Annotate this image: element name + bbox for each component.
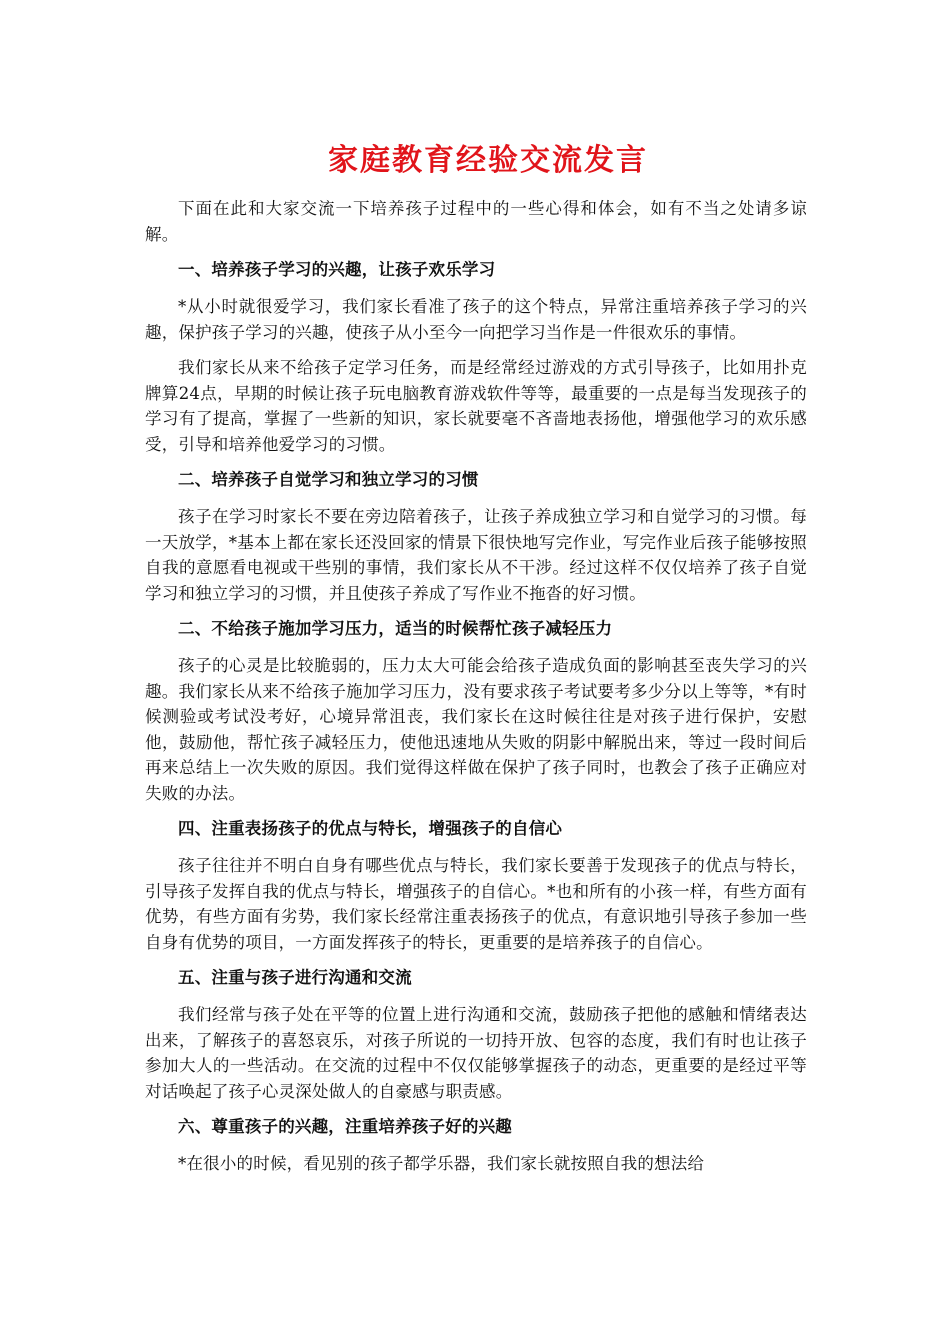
section-1-paragraph-1: *从小时就很爱学习，我们家长看准了孩子的这个特点，异常注重培养孩子学习的兴趣，保护孩子学习的兴趣，使孩子从小至今一向把学习当作是一件很欢乐的事情。 bbox=[145, 297, 807, 342]
section-2-paragraph: 孩子在学习时家长不要在旁边陪着孩子，让孩子养成独立学习和自觉学习的习惯。每一天放学，*基本上都在家长还没回家的情景下很快地写完作业，写完作业后孩子能够按照自我的意愿看电视或干些别的事情，我们家长从不干涉。经过这样不仅仅培养了孩子自觉学习和独立学习的习惯，并且使孩子养成了写作业不拖沓的好习惯。 bbox=[145, 507, 807, 603]
section-5-paragraph: 我们经常与孩子处在平等的位置上进行沟通和交流，鼓励孩子把他的感触和情绪表达出来，了解孩子的喜怒哀乐，对孩子所说的一切持开放、包容的态度，我们有时也让孩子参加大人的一些活动。在交流的过程中不仅仅能够掌握孩子的动态，更重要的是经过平等对话唤起了孩子心灵深处做人的自豪感与职责感。 bbox=[145, 1005, 807, 1101]
section-heading-6: 六、尊重孩子的兴趣，注重培养孩子好的兴趣 bbox=[178, 1117, 512, 1136]
section-heading-2: 二、培养孩子自觉学习和独立学习的习惯 bbox=[178, 470, 479, 489]
section-heading-3: 二、不给孩子施加学习压力，适当的时候帮忙孩子减轻压力 bbox=[178, 619, 613, 638]
document-title: 家庭教育经验交流发言 bbox=[328, 143, 648, 178]
section-heading-1: 一、培养孩子学习的兴趣，让孩子欢乐学习 bbox=[178, 260, 496, 279]
section-1-paragraph-2: 我们家长从来不给孩子定学习任务，而是经常经过游戏的方式引导孩子，比如用扑克牌算24点，早期的时候让孩子玩电脑教育游戏软件等等，最重要的一点是每当发现孩子的学习有了提高，掌握了一些新的知识，家长就要毫不吝啬地表扬他，增强他学习的欢乐感受，引导和培养他爱学习的习惯。 bbox=[145, 358, 807, 454]
section-3-paragraph: 孩子的心灵是比较脆弱的，压力太大可能会给孩子造成负面的影响甚至丧失学习的兴趣。我们家长从来不给孩子施加学习压力，没有要求孩子考试要考多少分以上等等，*有时候测验或考试没考好，心境异常沮丧，我们家长在这时候往往是对孩子进行保护，安慰他，鼓励他，帮忙孩子减轻压力，使他迅速地从失败的阴影中解脱出来，等过一段时间后再来总结上一次失败的原因。我们觉得这样做在保护了孩子同时，也教会了孩子正确应对失败的办法。 bbox=[145, 656, 807, 803]
intro-paragraph: 下面在此和大家交流一下培养孩子过程中的一些心得和体会，如有不当之处请多谅解。 bbox=[145, 199, 807, 244]
section-heading-5: 五、注重与孩子进行沟通和交流 bbox=[178, 968, 412, 987]
document-page bbox=[145, 138, 807, 1187]
section-6-paragraph: *在很小的时候，看见别的孩子都学乐器，我们家长就按照自我的想法给 bbox=[178, 1154, 705, 1173]
section-4-paragraph: 孩子往往并不明白自身有哪些优点与特长，我们家长要善于发现孩子的优点与特长，引导孩子发挥自我的优点与特长，增强孩子的自信心。*也和所有的小孩一样，有些方面有优势，有些方面有劣势，我们家长经常注重表扬孩子的优点，有意识地引导孩子参加一些自身有优势的项目，一方面发挥孩子的特长，更重要的是培养孩子的自信心。 bbox=[145, 856, 807, 952]
section-heading-4: 四、注重表扬孩子的优点与特长，增强孩子的自信心 bbox=[178, 819, 563, 838]
